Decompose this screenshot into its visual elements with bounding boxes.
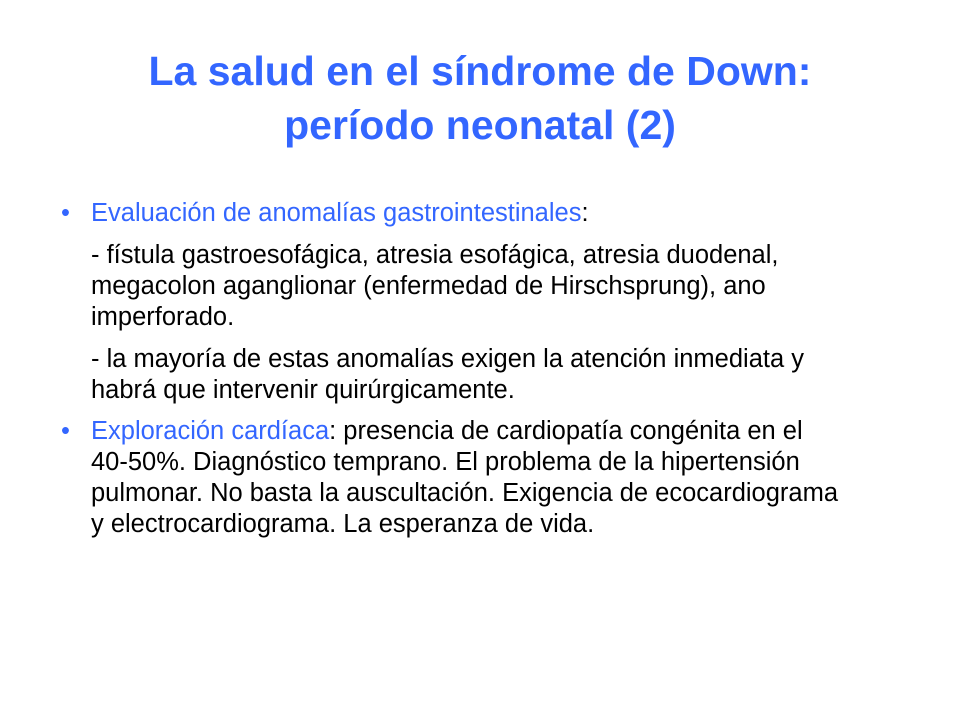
sub-item-surgery-note: - la mayoría de estas anomalías exigen la atención inmediata y habrá que intervenir quirúrgicamente. bbox=[91, 345, 804, 404]
bullet-term: Exploración cardíaca bbox=[91, 417, 330, 445]
bullet-marker: • bbox=[61, 199, 70, 227]
bullet-heading bbox=[91, 198, 845, 229]
slide-title-line-1: La salud en el síndrome de Down: bbox=[148, 48, 812, 94]
slide-title bbox=[60, 44, 900, 152]
slide-title-line-2: período neonatal (2) bbox=[284, 102, 676, 148]
bullet-text bbox=[91, 416, 845, 540]
slide-body bbox=[55, 198, 845, 540]
bullet-cardiac bbox=[55, 416, 845, 540]
bullet-description: : presencia de cardiopatía congénita en el 40-50%. Diagnóstico temprano. El problema de la hipertensión pulmonar. No basta la auscultación. Exigencia de ecocardiograma y electrocardiograma. La esperanza de vida. bbox=[91, 417, 839, 538]
bullet-gastrointestinal bbox=[55, 198, 845, 406]
sub-item-anomalies-list: - fístula gastroesofágica, atresia esofágica, atresia duodenal, megacolon aganglionar (enfermedad de Hirschsprung), ano imperforado. bbox=[91, 241, 779, 331]
bullet-term-suffix: : bbox=[581, 199, 589, 227]
bullet-marker: • bbox=[61, 417, 70, 445]
bullet-term: Evaluación de anomalías gastrointestinales bbox=[91, 199, 582, 227]
